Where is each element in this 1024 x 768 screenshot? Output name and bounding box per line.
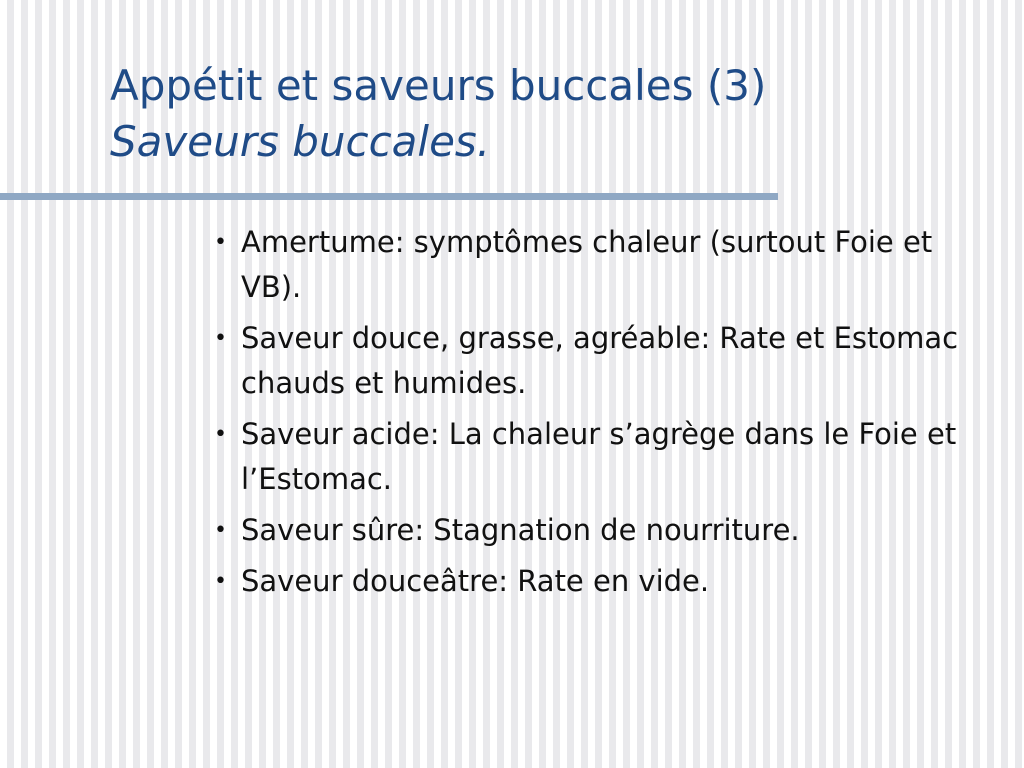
bullet-item [214, 508, 984, 553]
title-subtitle: Saveurs buccales. [110, 117, 491, 166]
bullet-list [214, 220, 984, 610]
bullet-text: Saveur sûre: Stagnation de nourriture. [241, 513, 800, 547]
bullet-icon: • [214, 326, 227, 351]
bullet-icon: • [214, 230, 227, 255]
bullet-text: Amertume: symptômes chaleur (surtout Foie et VB). [241, 225, 933, 304]
bullet-text: Saveur douce, grasse, agréable: Rate et Estomac chauds et humides. [241, 321, 959, 400]
title-main: Appétit et saveurs buccales (3) [110, 61, 767, 110]
bullet-icon: • [214, 569, 227, 594]
slide-title [110, 58, 990, 170]
bullet-text: Saveur acide: La chaleur s’agrège dans le Foie et l’Estomac. [241, 417, 957, 496]
bullet-item [214, 559, 984, 604]
bullet-item [214, 220, 984, 310]
title-divider [0, 193, 778, 200]
bullet-icon: • [214, 422, 227, 447]
bullet-icon: • [214, 518, 227, 543]
bullet-text: Saveur douceâtre: Rate en vide. [241, 564, 710, 598]
bullet-item [214, 316, 984, 406]
bullet-item [214, 412, 984, 502]
